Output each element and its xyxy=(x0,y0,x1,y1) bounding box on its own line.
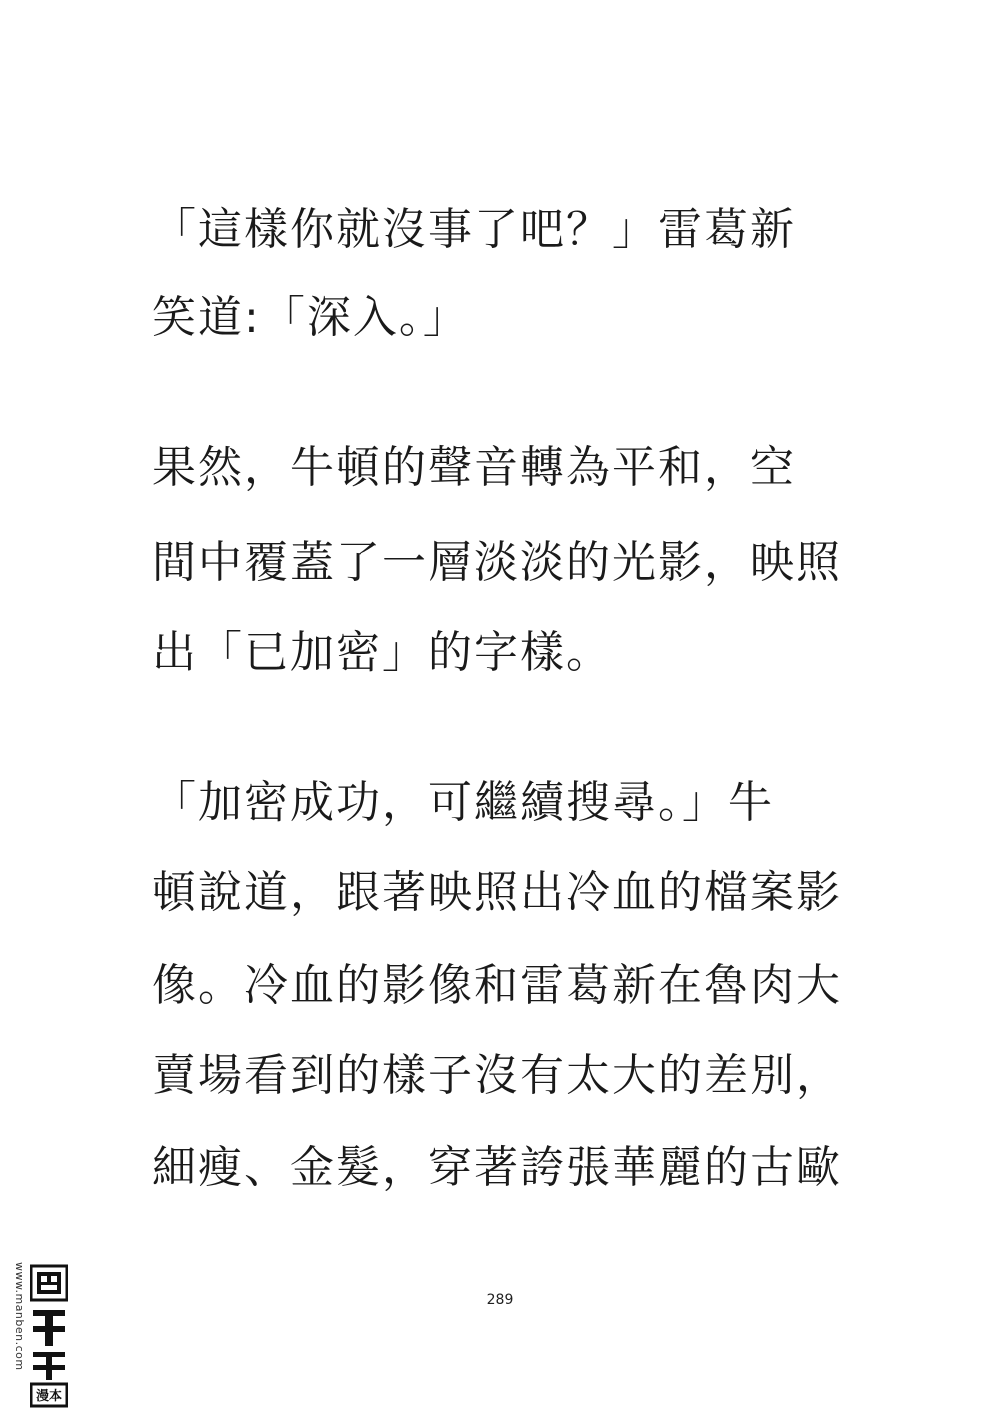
text-line: 「這樣你就沒事了吧？」雷葛新 xyxy=(152,204,796,255)
text-line: 笑道:「深入。」 xyxy=(152,292,469,343)
watermark-logo-text: 漫本 xyxy=(35,1389,63,1404)
manben-logo-icon xyxy=(30,1264,68,1408)
text-line: 賣場看到的樣子沒有太大的差別， xyxy=(152,1050,842,1101)
watermark-url: www.manben.com xyxy=(13,1262,26,1371)
text-line: 「加密成功，可繼續搜尋。」牛 xyxy=(152,777,774,828)
text-line: 出「已加密」的字樣。 xyxy=(152,627,612,678)
page-number: 289 xyxy=(486,1292,514,1308)
text-line: 果然，牛頓的聲音轉為平和，空 xyxy=(152,442,796,493)
text-line: 間中覆蓋了一層淡淡的光影，映照 xyxy=(152,537,842,588)
text-line: 細瘦、金髮，穿著誇張華麗的古歐 xyxy=(152,1142,842,1193)
text-line: 像。冷血的影像和雷葛新在魯肉大 xyxy=(152,960,842,1011)
text-line: 頓說道，跟著映照出冷血的檔案影 xyxy=(152,867,842,918)
watermark xyxy=(4,1262,68,1410)
